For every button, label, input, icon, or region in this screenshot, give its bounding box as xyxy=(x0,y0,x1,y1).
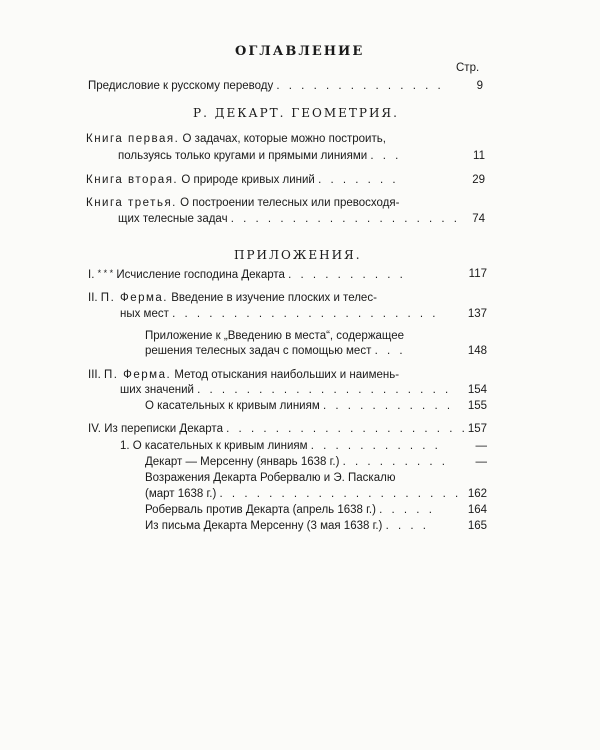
dot-leader: . . . . . . . . . xyxy=(342,456,448,468)
entry-text: щих телесные задач xyxy=(118,213,228,225)
book-label: Книга третья. xyxy=(86,197,177,209)
page-number: — xyxy=(475,440,487,452)
toc-entry-book2 xyxy=(86,174,399,186)
toc-entry-book3-cont xyxy=(118,213,460,225)
dot-leader: . . . xyxy=(370,150,402,162)
asterism: * * * xyxy=(97,268,114,278)
page-number: 137 xyxy=(467,308,487,320)
page-number: 148 xyxy=(467,345,487,357)
page-number: 11 xyxy=(473,150,485,162)
dot-leader: . . . . . . . . . . xyxy=(288,269,406,281)
dot-leader: . . . . . . . . . . . xyxy=(322,400,454,412)
entry-text: пользуясь только кругами и прямыми линиями xyxy=(118,150,368,162)
entry-text: О задачах, которые можно построить, xyxy=(182,133,386,145)
toc-subentry-app2 xyxy=(145,330,404,342)
roman-numeral: II. xyxy=(88,292,98,304)
dot-leader: . . . . . . . . . . . . . . . . . . . . . . xyxy=(172,308,439,320)
roman-numeral: I. xyxy=(88,269,95,281)
page-column-label: Стр. xyxy=(456,62,480,74)
entry-text: Возражения Декарта Робервалю и Э. Паскалю xyxy=(145,472,396,484)
dot-leader: . . . . . . . . . . . xyxy=(310,440,441,452)
page-number: 117 xyxy=(468,268,487,280)
toc-entry-app4 xyxy=(88,423,468,435)
dot-leader: . . . . . . . . . . . . . . . . . . . . xyxy=(226,423,468,435)
entry-text: Из переписки Декарта xyxy=(104,423,223,435)
entry-text: ших значений xyxy=(120,384,194,396)
dot-leader: . . . . xyxy=(385,520,429,532)
author-label: П. Ферма. xyxy=(103,369,172,381)
entry-text: Метод отыскания наибольших и наимень- xyxy=(174,369,400,381)
toc-subentry-app4-5 xyxy=(145,520,429,532)
toc-subentry-app2-cont xyxy=(145,345,406,357)
page-number: 9 xyxy=(476,80,483,92)
entry-text: Из письма Декарта Мерсенну (3 мая 1638 г.) xyxy=(145,520,383,532)
part-title: Р. ДЕКАРТ. ГЕОМЕТРИЯ. xyxy=(193,106,399,120)
entry-text: Роберваль против Декарта (апрель 1638 г.) xyxy=(145,504,376,516)
entry-text: (март 1638 г.) xyxy=(145,488,217,500)
toc-subentry-app3 xyxy=(145,400,453,412)
toc-subentry-app4-1 xyxy=(120,440,441,452)
entry-text: решения телесных задач с помощью мест xyxy=(145,345,372,357)
entry-text: О построении телесных или превосходя- xyxy=(180,197,400,209)
entry-text: Приложение к „Введению в места“, содержащее xyxy=(145,330,405,342)
toc-entry-app3-cont xyxy=(120,384,451,396)
dot-leader: . . . . . . . . . . . . . . . . . . . . xyxy=(219,488,462,500)
page-title: ОГЛАВЛЕНИЕ xyxy=(235,44,365,59)
entry-text: ных мест xyxy=(120,308,169,320)
entry-text: 1. О касательных к кривым линиям xyxy=(120,440,308,452)
toc-subentry-app4-3 xyxy=(145,472,395,484)
entry-text: О касательных к кривым линиям xyxy=(145,400,320,412)
toc-entry-app2 xyxy=(88,292,377,304)
toc-subentry-app4-4 xyxy=(145,504,435,516)
toc-entry-book1-cont xyxy=(118,150,401,162)
page-number: 164 xyxy=(467,504,487,516)
page-number: 165 xyxy=(467,520,487,532)
entry-text: Исчисление господина Декарта xyxy=(116,269,285,281)
toc-subentry-app4-2 xyxy=(145,456,448,468)
toc-subentry-app4-3-cont xyxy=(145,488,461,500)
dot-leader: . . . . . . . . . . . . . . . . . . . . . xyxy=(197,384,452,396)
page-number: 162 xyxy=(467,488,487,500)
dot-leader: . . . . . . . xyxy=(318,174,399,186)
toc-entry-book3 xyxy=(86,197,399,209)
book-label: Книга первая. xyxy=(86,133,180,145)
page-number: 74 xyxy=(472,213,485,225)
entry-text: Предисловие к русскому переводу xyxy=(88,80,274,92)
page-number: 157 xyxy=(467,423,487,435)
roman-numeral: III. xyxy=(88,369,101,381)
appendix-title: ПРИЛОЖЕНИЯ. xyxy=(234,248,362,262)
page-number: — xyxy=(475,456,487,468)
toc-entry-app1 xyxy=(88,268,406,281)
toc-entry-app2-cont xyxy=(120,308,438,320)
toc-entry-book1 xyxy=(86,133,386,145)
dot-leader: . . . xyxy=(374,345,406,357)
page-number: 155 xyxy=(467,400,487,412)
roman-numeral: IV. xyxy=(88,423,102,435)
entry-text: Декарт — Мерсенну (январь 1638 г.) xyxy=(145,456,340,468)
dot-leader: . . . . . xyxy=(379,504,435,516)
toc-entry-app3 xyxy=(88,369,399,381)
page-number: 154 xyxy=(467,384,487,396)
entry-text: О природе кривых линий xyxy=(181,174,315,186)
entry-text: Введение в изучение плоских и телес- xyxy=(171,292,377,304)
dot-leader: . . . . . . . . . . . . . . xyxy=(276,80,444,92)
dot-leader: . . . . . . . . . . . . . . . . . . . xyxy=(230,213,460,225)
page-number: 29 xyxy=(472,174,485,186)
book-label: Книга вторая. xyxy=(86,174,179,186)
toc-entry-preface xyxy=(88,80,444,92)
author-label: П. Ферма. xyxy=(100,292,168,304)
